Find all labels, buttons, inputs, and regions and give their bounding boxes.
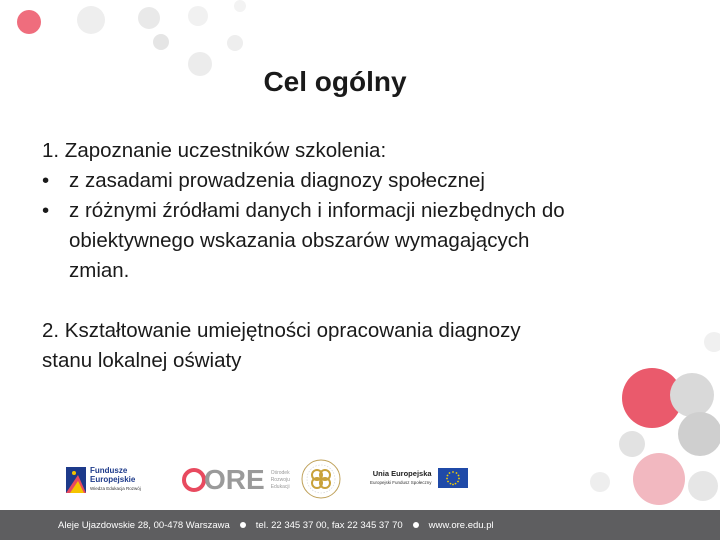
deco-circle [153, 34, 169, 50]
ore-sub-line: Rozwoju [270, 476, 290, 483]
unia-europejska-logo [370, 468, 468, 488]
point-1-intro: 1. Zapoznanie uczestników szkolenia: [42, 139, 387, 162]
bullet-text [69, 196, 565, 286]
deco-circle [678, 412, 720, 456]
deco-circle [138, 7, 160, 29]
footer-bar [0, 510, 720, 540]
deco-circle [234, 0, 246, 12]
bullet-text-line: z różnymi źródłami danych i informacji niezbędnych do [69, 199, 565, 222]
eu-flag-icon [438, 468, 468, 488]
jubilee-seal-logo [300, 458, 342, 500]
fundusze-europejskie-logo [66, 466, 141, 493]
page-title: Cel ogólny [263, 66, 407, 97]
ore-word: ORE [204, 464, 265, 495]
deco-circle [227, 35, 243, 51]
fundusze-line: Europejskie [90, 475, 136, 484]
slide-body [42, 136, 662, 376]
fundusze-line: Fundusze [90, 466, 128, 475]
deco-circle [670, 373, 714, 417]
ue-sub: Europejski Fundusz Społeczny [370, 480, 432, 485]
bullet-item [42, 196, 662, 286]
fundusze-sub: Wiedza Edukacja Rozwój [90, 486, 141, 491]
bullet-marker: • [42, 199, 50, 222]
point-2-line: 2. Kształtowanie umiejętności opracowania diagnozy [42, 319, 521, 342]
bullet-text: z zasadami prowadzenia diagnozy społecznej [69, 169, 485, 192]
ore-sub-line: Edukacji [270, 483, 290, 490]
spacer [42, 286, 662, 316]
logos-bar [0, 458, 720, 508]
ore-sub-line: Ośrodek [270, 469, 290, 476]
ore-sub [271, 470, 290, 491]
fundusze-text [90, 466, 141, 493]
ue-line: Unia Europejska [372, 469, 432, 478]
deco-circle [188, 52, 212, 76]
bullet-text-line: zmian. [69, 259, 130, 282]
bullet-text-line: obiektywnego wskazania obszarów wymagających [69, 229, 530, 252]
separator-dot-icon [240, 522, 246, 528]
ore-logo-icon [182, 468, 206, 492]
eu-funds-icon [66, 467, 86, 493]
point-2-line: stanu lokalnej oświaty [42, 349, 242, 372]
jubilee-seal-icon [300, 458, 342, 500]
separator-dot-icon [413, 522, 419, 528]
footer-phone: tel. 22 345 37 00, fax 22 345 37 70 [255, 519, 403, 531]
deco-circle [704, 332, 720, 352]
footer-address: Aleje Ujazdowskie 28, 00-478 Warszawa [58, 519, 230, 531]
ue-text [370, 469, 432, 487]
deco-circle [77, 6, 105, 34]
ore-logo [182, 464, 290, 496]
deco-circle [188, 6, 208, 26]
deco-circle [17, 10, 41, 34]
deco-circle [619, 431, 645, 457]
bullet-marker: • [42, 169, 50, 192]
footer-web[interactable]: www.ore.edu.pl [428, 519, 494, 531]
bullet-item [42, 166, 662, 196]
